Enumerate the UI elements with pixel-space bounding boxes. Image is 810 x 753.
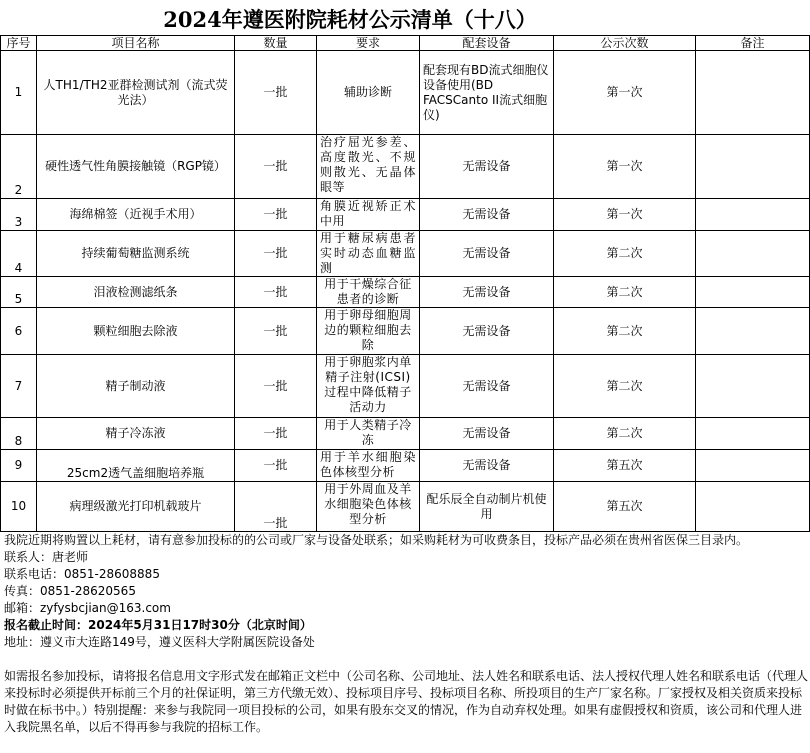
notice-section <box>4 532 808 736</box>
cell-times: 第二次 <box>554 418 696 450</box>
cell-times: 第二次 <box>554 231 696 277</box>
table-row <box>1 277 810 308</box>
cell-requirement: 用于卵胞浆内单精子注射(ICSI)过程中降低精子活动力 <box>317 355 420 418</box>
spacer <box>4 651 808 668</box>
contact-email: 邮箱：zyfysbcjian@163.com <box>4 601 171 615</box>
table-row <box>1 450 810 482</box>
cell-no: 8 <box>1 418 37 450</box>
cell-times: 第二次 <box>554 355 696 418</box>
consumables-table <box>0 35 810 532</box>
cell-equipment: 无需设备 <box>420 418 554 450</box>
contact-person: 联系人：唐老师 <box>4 550 89 564</box>
table-row <box>1 482 810 532</box>
cell-requirement: 用于干燥综合征患者的诊断 <box>317 277 420 308</box>
cell-qty: 一批 <box>235 482 317 532</box>
table-header-row <box>1 36 810 51</box>
cell-requirement: 用于卵母细胞周边的颗粒细胞去除 <box>317 308 420 355</box>
cell-note <box>696 355 810 418</box>
bidding-instructions: 如需报名参加投标，请将报名信息用文字形式发在邮箱正文栏中（公司名称、公司地址、法人姓名和联系电话、法人授权代理人姓名和联系电话（代理人来投标时必须提供开标前三个月的社保证明，第三方代缴无效）、投标项目序号、投标项目名称、所投项目的生产厂家名称。厂家授权及相关资质来投标时做在标书中。）特别提醒：来参与我院同一项目投标的公司，如果有股东交叉的情况，作为自动弃权处理。如果有虚假授权和资质，该公司和代理人进入我院黑名单，以后不得再参与我院的招标工作。 <box>4 669 809 734</box>
cell-no: 5 <box>1 277 37 308</box>
header-requirement: 要求 <box>317 36 420 51</box>
notice-intro: 我院近期将购置以上耗材，请有意参加投标的的公司或厂家与设备处联系；如采购耗材为可收费条目，投标产品必须在贵州省医保三目录内。 <box>4 533 749 547</box>
table-row <box>1 199 810 231</box>
registration-deadline: 报名截止时间：2024年5月31日17时30分（北京时间） <box>4 618 312 632</box>
cell-name: 25cm2透气盖细胞培养瓶 <box>37 450 235 482</box>
header-name: 项目名称 <box>37 36 235 51</box>
table-row <box>1 355 810 418</box>
cell-name: 病理级激光打印机载玻片 <box>37 482 235 532</box>
cell-equipment: 无需设备 <box>420 199 554 231</box>
cell-qty: 一批 <box>235 277 317 308</box>
cell-requirement: 用于外周血及羊水细胞染色体核型分析 <box>317 482 420 532</box>
table-row <box>1 231 810 277</box>
cell-name: 精子制动液 <box>37 355 235 418</box>
header-no: 序号 <box>1 36 37 51</box>
header-times: 公示次数 <box>554 36 696 51</box>
cell-name: 持续葡萄糖监测系统 <box>37 231 235 277</box>
cell-equipment: 无需设备 <box>420 355 554 418</box>
cell-no: 2 <box>1 135 37 199</box>
cell-qty: 一批 <box>235 51 317 135</box>
cell-name: 人TH1/TH2亚群检测试剂（流式荧光法） <box>37 51 235 135</box>
cell-requirement: 角膜近视矫正术中用 <box>317 199 420 231</box>
cell-equipment: 配套现有BD流式细胞仪设备使用(BD FACSCanto II流式细胞仪) <box>420 51 554 135</box>
cell-times: 第一次 <box>554 199 696 231</box>
cell-qty: 一批 <box>235 231 317 277</box>
table-row <box>1 418 810 450</box>
cell-times: 第二次 <box>554 308 696 355</box>
cell-note <box>696 450 810 482</box>
cell-no: 4 <box>1 231 37 277</box>
cell-name: 精子冷冻液 <box>37 418 235 450</box>
cell-qty: 一批 <box>235 135 317 199</box>
cell-no: 10 <box>1 482 37 532</box>
cell-qty: 一批 <box>235 308 317 355</box>
cell-name: 颗粒细胞去除液 <box>37 308 235 355</box>
cell-qty: 一批 <box>235 450 317 482</box>
cell-note <box>696 418 810 450</box>
cell-note <box>696 308 810 355</box>
cell-no: 6 <box>1 308 37 355</box>
cell-requirement: 用于糖尿病患者实时动态血糖监测 <box>317 231 420 277</box>
table-row <box>1 308 810 355</box>
cell-equipment: 配乐辰全自动制片机使用 <box>420 482 554 532</box>
cell-note <box>696 135 810 199</box>
table-row <box>1 51 810 135</box>
contact-fax: 传真：0851-28620565 <box>4 584 136 598</box>
cell-requirement: 用于羊水细胞染色体核型分析 <box>317 450 420 482</box>
cell-equipment: 无需设备 <box>420 231 554 277</box>
cell-requirement: 辅助诊断 <box>317 51 420 135</box>
cell-requirement: 用于人类精子冷冻 <box>317 418 420 450</box>
header-note: 备注 <box>696 36 810 51</box>
cell-times: 第一次 <box>554 135 696 199</box>
header-equipment: 配套设备 <box>420 36 554 51</box>
address: 地址：遵义市大连路149号，遵义医科大学附属医院设备处 <box>4 635 315 649</box>
cell-times: 第五次 <box>554 482 696 532</box>
cell-times: 第二次 <box>554 277 696 308</box>
cell-name: 海绵棉签（近视手术用） <box>37 199 235 231</box>
cell-equipment: 无需设备 <box>420 135 554 199</box>
cell-times: 第五次 <box>554 450 696 482</box>
cell-times: 第一次 <box>554 51 696 135</box>
table-row <box>1 135 810 199</box>
cell-equipment: 无需设备 <box>420 277 554 308</box>
cell-no: 3 <box>1 199 37 231</box>
cell-no: 1 <box>1 51 37 135</box>
cell-equipment: 无需设备 <box>420 308 554 355</box>
cell-note <box>696 231 810 277</box>
cell-note <box>696 199 810 231</box>
cell-no: 9 <box>1 450 37 482</box>
cell-name: 硬性透气性角膜接触镜（RGP镜） <box>37 135 235 199</box>
cell-requirement: 治疗屈光参差、高度散光、不规则散光、无晶体眼等 <box>317 135 420 199</box>
contact-phone: 联系电话：0851-28608885 <box>4 567 160 581</box>
cell-qty: 一批 <box>235 418 317 450</box>
cell-note <box>696 51 810 135</box>
cell-note <box>696 482 810 532</box>
page-title: 2024年遵医附院耗材公示清单（十八） <box>163 7 537 32</box>
cell-equipment: 无需设备 <box>420 450 554 482</box>
cell-name: 泪液检测滤纸条 <box>37 277 235 308</box>
cell-no: 7 <box>1 355 37 418</box>
cell-qty: 一批 <box>235 199 317 231</box>
cell-note <box>696 277 810 308</box>
cell-qty: 一批 <box>235 355 317 418</box>
header-qty: 数量 <box>235 36 317 51</box>
